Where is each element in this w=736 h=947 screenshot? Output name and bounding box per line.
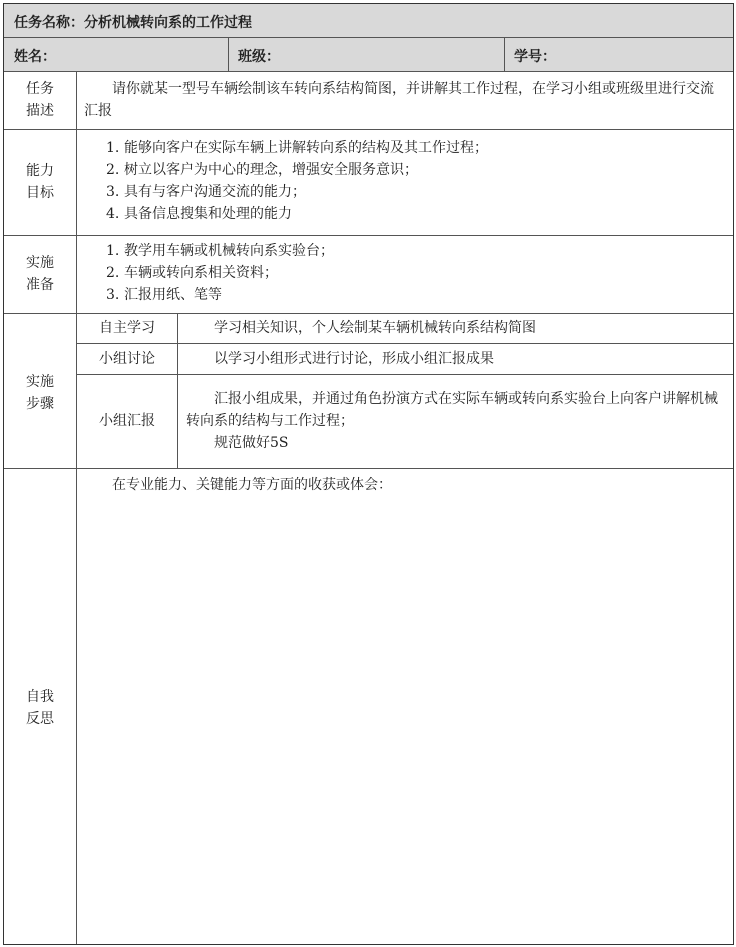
divider [76,343,733,344]
student-id-field[interactable] [514,38,556,72]
task-description-text: 请你就某一型号车辆绘制该车转向系结构简图，并讲解其工作过程，在学习小组或班级里进行交流汇报 [84,81,714,119]
list-item: 2. 车辆或转向系相关资料； [106,265,278,281]
divider [4,468,733,469]
task-name: 任务名称：分析机械转向系的工作过程 [14,15,252,31]
divider [504,38,505,72]
list-item: 2. 树立以客户为中心的理念，增强安全服务意识； [106,162,418,178]
reflection-area[interactable] [84,474,726,496]
task-name-header [4,4,733,38]
task-worksheet [3,3,734,945]
step-group-discussion-label: 小组讨论 [99,351,155,367]
divider [76,374,733,375]
reflection-prompt: 在专业能力、关键能力等方面的收获或体会： [112,477,392,493]
step-group-report-label: 小组汇报 [99,413,155,429]
list-item: 3. 具有与客户沟通交流的能力； [106,184,306,200]
divider [177,313,178,468]
divider [4,129,733,130]
reflection-label: 自我 反思 [26,689,54,727]
class-field[interactable] [238,38,280,72]
preparation-list [106,240,726,306]
divider [4,235,733,236]
student-id-label: 学号： [514,49,556,65]
name-label: 姓名： [14,49,56,65]
divider [4,313,733,314]
ability-goals-label: 能力 目标 [26,163,54,201]
name-field[interactable] [14,38,56,72]
steps-label: 实施 步骤 [26,374,54,412]
divider [228,38,229,72]
preparation-label: 实施 准备 [26,255,54,293]
step-group-discussion-text: 以学习小组形式进行讨论，形成小组汇报成果 [214,351,494,367]
label-column-divider [76,72,77,944]
list-item: 4. 具备信息搜集和处理的能力 [106,206,292,222]
student-info-row [4,38,733,72]
task-description-label: 任务 描述 [26,81,54,119]
list-item: 1. 教学用车辆或机械转向系实验台； [106,243,334,259]
ability-goals-list [106,137,726,225]
class-label: 班级： [238,49,280,65]
step-group-report-text: 汇报小组成果，并通过角色扮演方式在实际车辆或转向系实验台上向客户讲解机械转向系的结构与工作过程； 规范做好5S [186,391,718,451]
list-item: 3. 汇报用纸、笔等 [106,287,222,303]
list-item: 1. 能够向客户在实际车辆上讲解转向系的结构及其工作过程； [106,140,488,156]
step-self-study-label: 自主学习 [99,320,155,336]
step-self-study-text: 学习相关知识，个人绘制某车辆机械转向系结构简图 [214,320,536,336]
